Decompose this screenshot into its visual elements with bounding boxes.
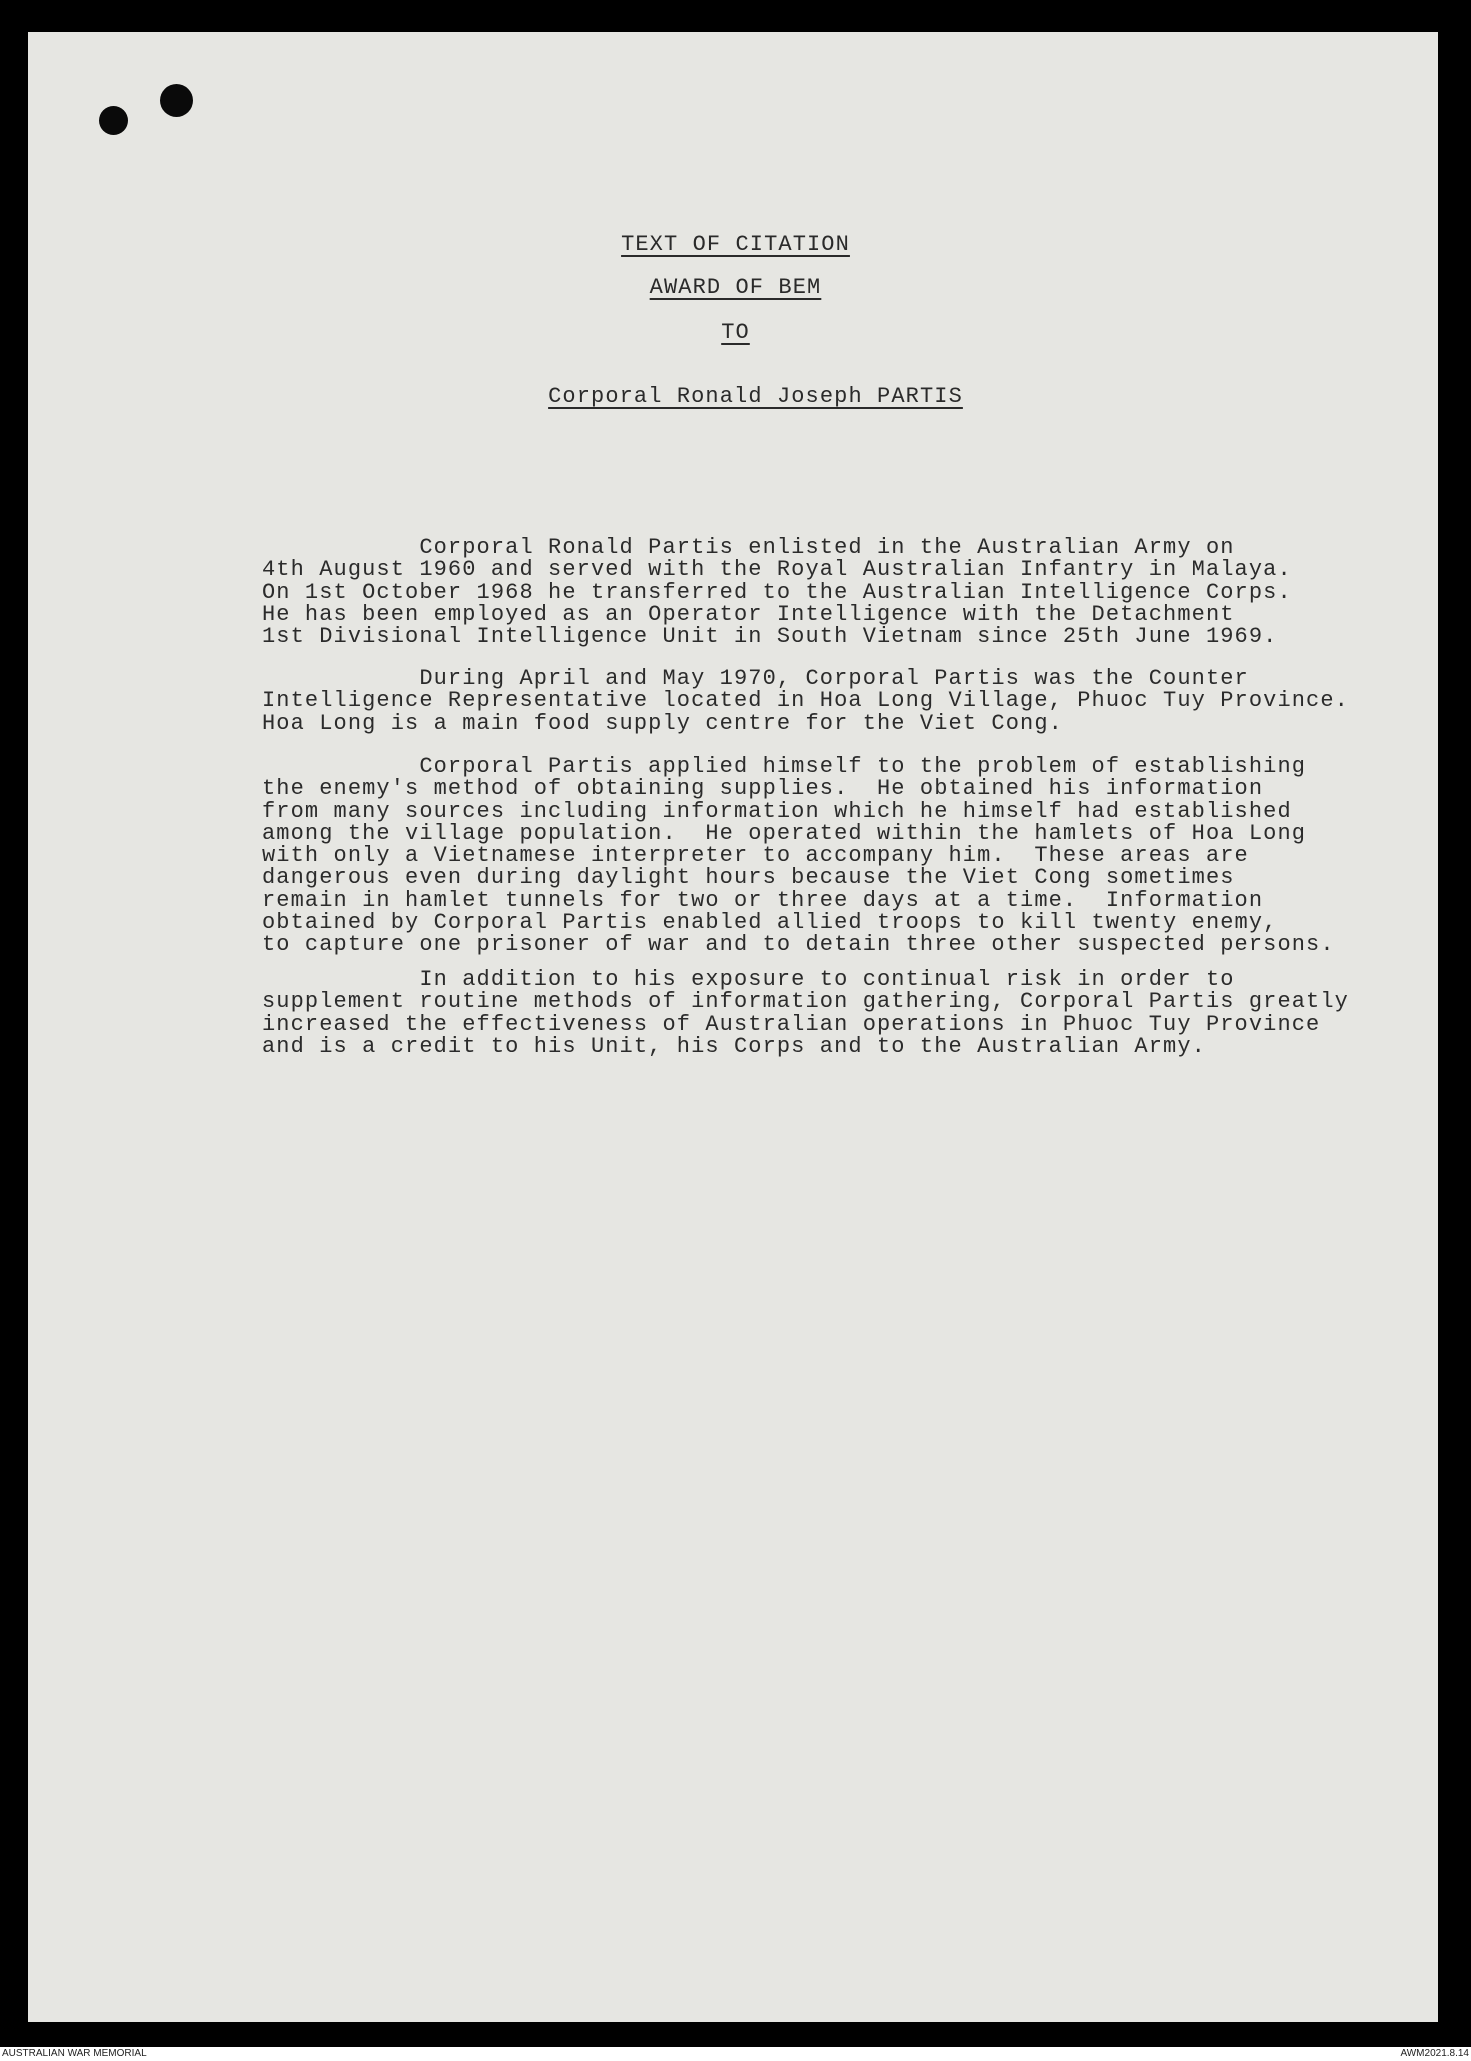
- text-line: increased the effectiveness of Australian operations in Phuoc Tuy Province: [262, 1011, 1321, 1037]
- text-line: He has been employed as an Operator Intelligence with the Detachment: [262, 601, 1235, 627]
- text-line: dangerous even during daylight hours because the Viet Cong sometimes: [262, 865, 1235, 891]
- text-line: On 1st October 1968 he transferred to the Australian Intelligence Corps.: [262, 579, 1292, 605]
- text-line: supplement routine methods of information gathering, Corporal Partis greatly: [262, 989, 1349, 1015]
- text-line: 4th August 1960 and served with the Royal Australian Infantry in Malaya.: [262, 557, 1292, 583]
- punch-hole: [160, 84, 193, 117]
- award-title: [0, 276, 1471, 300]
- heading-text: TO: [721, 320, 750, 345]
- text-line: to capture one prisoner of war and to detain three other suspected persons.: [262, 932, 1335, 958]
- text-line: the enemy's method of obtaining supplies. He obtained his information: [262, 776, 1264, 802]
- text-line: from many sources including information which he himself had established: [262, 798, 1292, 824]
- text-line: 1st Divisional Intelligence Unit in South Vietnam since 25th June 1969.: [262, 624, 1278, 650]
- paragraph-1: [262, 537, 1292, 648]
- paragraph-3: [262, 756, 1335, 957]
- text-line: Intelligence Representative located in Hoa Long Village, Phuoc Tuy Province.: [262, 688, 1349, 714]
- text-line: Corporal Ronald Partis enlisted in the Australian Army on: [262, 535, 1235, 560]
- text-line: and is a credit to his Unit, his Corps and to the Australian Army.: [262, 1033, 1206, 1059]
- footer-source: AUSTRALIAN WAR MEMORIAL: [2, 2048, 147, 2059]
- heading-text: AWARD OF BEM: [649, 275, 822, 300]
- text-line: In addition to his exposure to continual risk in order to: [262, 967, 1235, 992]
- paragraph-4: [262, 969, 1349, 1058]
- text-line: among the village population. He operated within the hamlets of Hoa Long: [262, 820, 1307, 846]
- heading-text: Corporal Ronald Joseph PARTIS: [548, 384, 963, 409]
- recipient-name: [20, 385, 1471, 409]
- text-line: with only a Vietnamese interpreter to accompany him. These areas are: [262, 843, 1249, 869]
- citation-title: [0, 233, 1471, 257]
- paragraph-2: [262, 668, 1349, 735]
- text-line: Corporal Partis applied himself to the problem of establishing: [262, 754, 1307, 779]
- text-line: During April and May 1970, Corporal Partis was the Counter: [262, 666, 1249, 691]
- text-line: Hoa Long is a main food supply centre for the Viet Cong.: [262, 710, 1063, 736]
- punch-hole: [99, 106, 128, 135]
- text-line: remain in hamlet tunnels for two or three days at a time. Information: [262, 887, 1264, 913]
- text-line: obtained by Corporal Partis enabled allied troops to kill twenty enemy,: [262, 910, 1278, 936]
- footer-reference: AWM2021.8.14: [1400, 2048, 1469, 2059]
- footer-bar: [0, 2047, 1471, 2061]
- heading-text: TEXT OF CITATION: [621, 232, 850, 257]
- to-heading: [0, 321, 1471, 345]
